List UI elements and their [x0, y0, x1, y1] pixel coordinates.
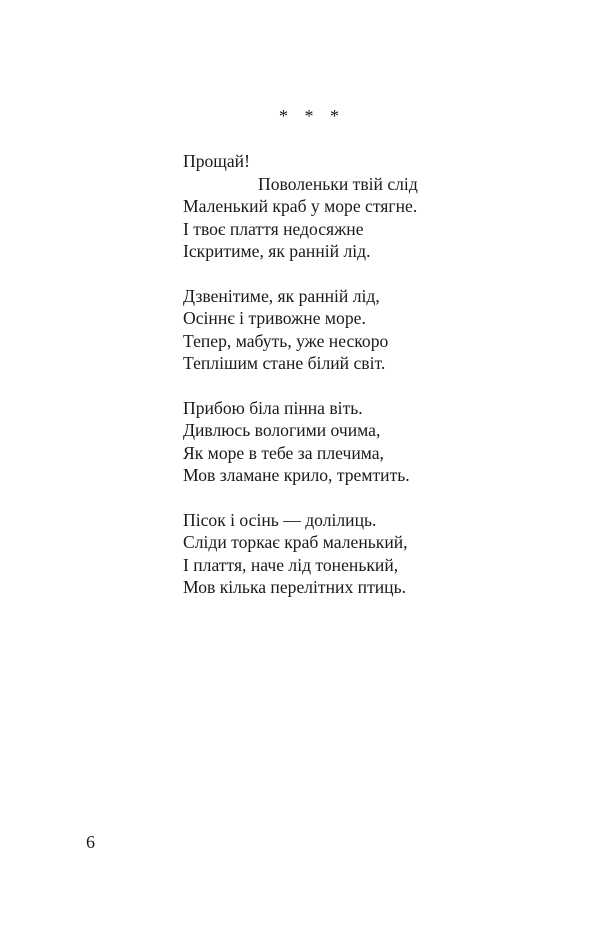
poem-line: І плаття, наче лід тоненький,	[183, 554, 399, 575]
poem-line: Мов зламане крило, тремтить.	[183, 465, 410, 485]
poem-line: Прибою біла пінна віть.	[183, 397, 363, 418]
poem-line: Прощай!	[183, 151, 250, 171]
page-number: 6	[86, 832, 95, 852]
stanza-4	[183, 509, 418, 599]
poem-line: Теплішим стане білий світ.	[183, 353, 386, 373]
poem-line: Тепер, мабуть, уже нескоро	[183, 330, 389, 351]
poem-line: Як море в тебе за плечима,	[183, 442, 384, 463]
poem-line: Мов кілька перелітних птиць.	[183, 577, 407, 597]
poem-line: Дзвенітиме, як ранній лід,	[183, 285, 380, 306]
section-separator: * * *	[279, 106, 345, 126]
poem-line: Дивлюсь вологими очима,	[183, 420, 381, 440]
poem-line: Іскритиме, як ранній лід.	[183, 241, 371, 261]
poem-line: Маленький краб у море стягне.	[183, 196, 418, 216]
poem-line: Осіннє і тривожне море.	[183, 308, 366, 328]
stanza-1	[183, 150, 418, 263]
stanza-3	[183, 397, 418, 487]
poem-line: І твоє плаття недосяжне	[183, 218, 364, 239]
poem-line: Пісок і осінь — долілиць.	[183, 509, 377, 530]
poem-line: Поволеньки твій слід	[258, 173, 418, 194]
poem	[183, 150, 418, 621]
stanza-2	[183, 285, 418, 375]
poem-line: Сліди торкає краб маленький,	[183, 532, 408, 552]
